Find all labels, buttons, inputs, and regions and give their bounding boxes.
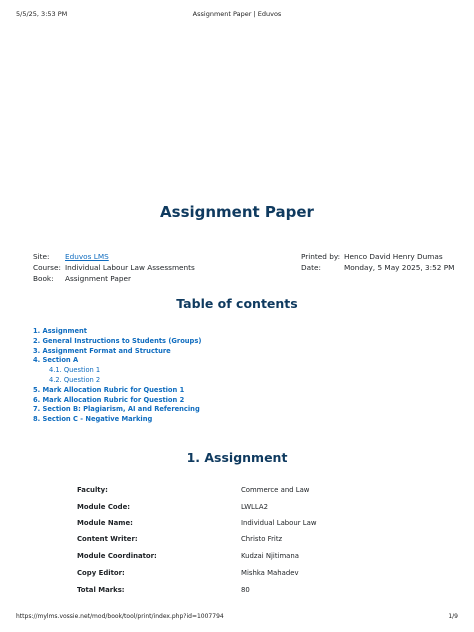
toc-item-question-1[interactable]: 4.1. Question 1: [49, 366, 101, 375]
content-writer-value: Christo Fritz: [241, 535, 283, 543]
module-code-label: Module Code:: [77, 503, 131, 511]
total-marks-label: Total Marks:: [77, 586, 125, 594]
site-value: [65, 252, 109, 261]
print-datetime: 5/5/25, 3:53 PM: [16, 10, 68, 18]
toc-item-rubric-q1[interactable]: 5. Mark Allocation Rubric for Question 1: [33, 385, 185, 394]
printed-by-value: Henco David Henry Dumas: [344, 252, 443, 261]
content-writer-label: Content Writer:: [77, 535, 138, 543]
toc-title: Table of contents: [176, 296, 298, 311]
toc-item-format-structure[interactable]: 3. Assignment Format and Structure: [33, 346, 171, 355]
print-page-title: Assignment Paper | Eduvos: [192, 10, 282, 18]
page-title: Assignment Paper: [160, 203, 314, 221]
toc-item-section-c[interactable]: 8. Section C - Negative Marking: [33, 415, 153, 424]
module-coordinator-value: Kudzai Njitimana: [241, 552, 299, 560]
faculty-value: Commerce and Law: [241, 486, 310, 494]
print-url: https://mylms.vossie.net/mod/book/tool/print/index.php?id=1007794: [16, 613, 224, 620]
copy-editor-label: Copy Editor:: [77, 569, 125, 577]
site-label: Site:: [33, 252, 50, 261]
toc-item-section-a[interactable]: 4. Section A: [33, 356, 79, 365]
book-value: Assignment Paper: [65, 274, 131, 283]
site-link[interactable]: Eduvos LMS: [65, 252, 109, 261]
faculty-label: Faculty:: [77, 486, 108, 494]
date-value: Monday, 5 May 2025, 3:52 PM: [344, 263, 455, 272]
toc-item-question-2[interactable]: 4.2. Question 2: [49, 375, 101, 384]
toc-item-section-b[interactable]: 7. Section B: Plagiarism, AI and Referencing: [33, 405, 200, 414]
toc-item-general-instructions[interactable]: 2. General Instructions to Students (Groups): [33, 336, 202, 345]
module-name-value: Individual Labour Law: [241, 519, 317, 527]
date-label: Date:: [301, 263, 321, 272]
toc-item-rubric-q2[interactable]: 6. Mark Allocation Rubric for Question 2: [33, 395, 185, 404]
toc-item-assignment[interactable]: 1. Assignment: [33, 327, 87, 335]
copy-editor-value: Mishka Mahadev: [241, 569, 299, 577]
module-coordinator-label: Module Coordinator:: [77, 552, 157, 560]
total-marks-value: 80: [241, 586, 250, 594]
print-page-number: 1/9: [448, 613, 458, 620]
module-code-value: LWLLA2: [241, 503, 268, 511]
section-title-assignment: 1. Assignment: [186, 450, 288, 465]
course-value: Individual Labour Law Assessments: [65, 263, 195, 272]
book-label: Book:: [33, 274, 54, 283]
module-name-label: Module Name:: [77, 519, 133, 527]
printed-by-label: Printed by:: [301, 252, 341, 261]
toc-list: [33, 327, 201, 425]
course-label: Course:: [33, 263, 61, 272]
